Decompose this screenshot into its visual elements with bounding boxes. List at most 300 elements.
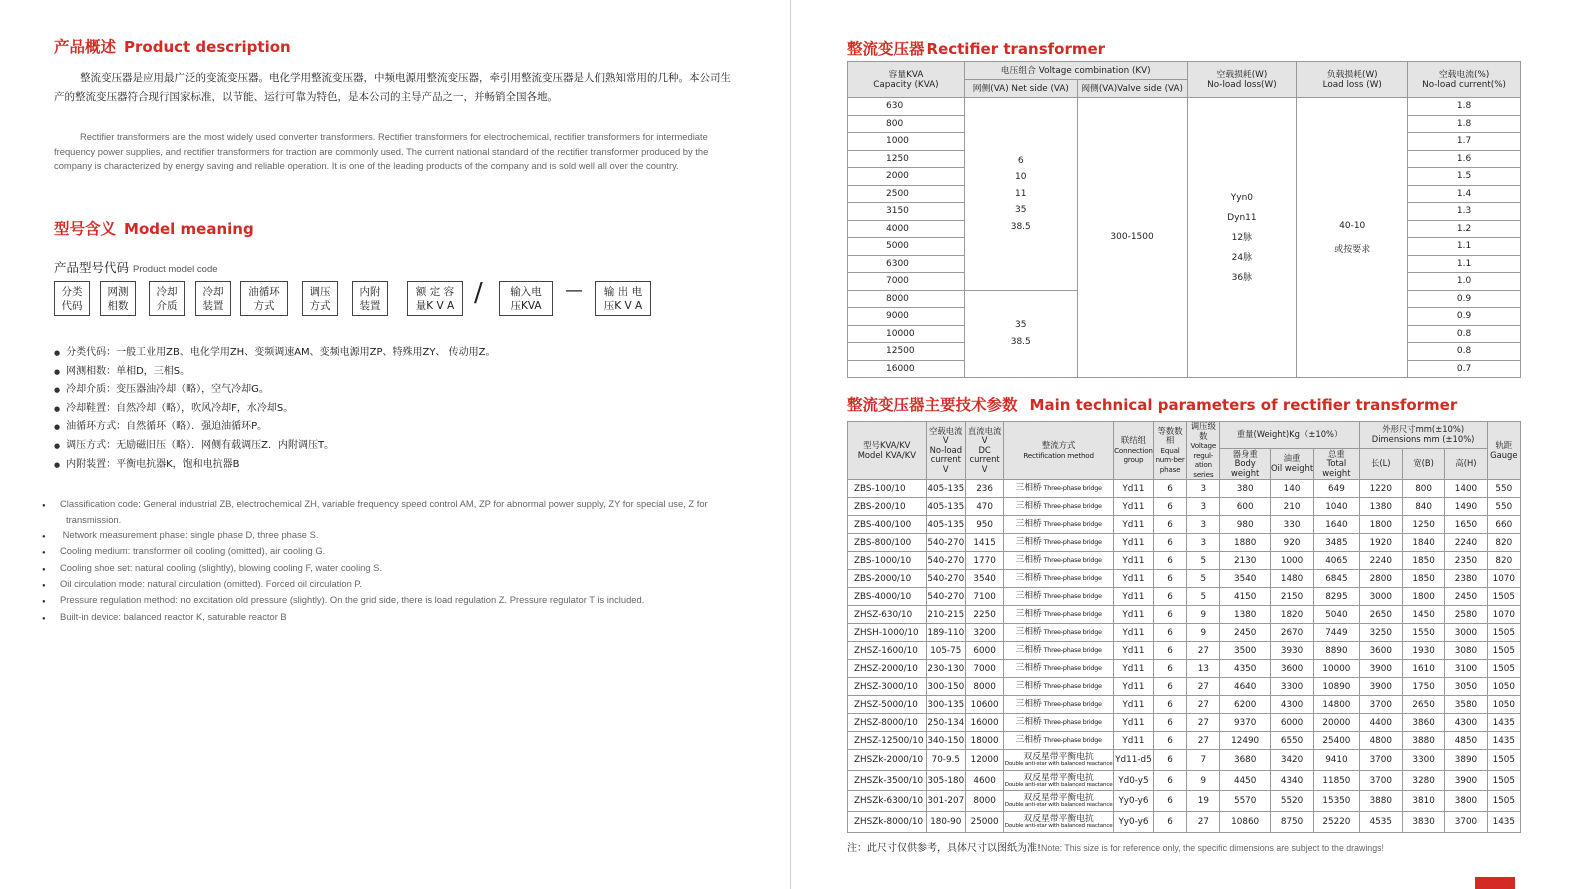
height-cell: 3890: [1445, 750, 1487, 771]
height-cell: 2380: [1445, 570, 1487, 588]
model-cell: ZBS-200/10: [848, 498, 927, 516]
bullet-item-en: ● Pressure regulation method: no excitation old pressure (slightly). On the grid side, there is load regulation Z. Pressure regulator T is included.: [42, 594, 645, 606]
table-row: [848, 714, 1521, 732]
header-capacity: 容量KVA Capacity (KVA): [848, 62, 965, 98]
noload-v-cell: 540-270: [926, 552, 965, 570]
total-weight-cell: 8890: [1314, 642, 1359, 660]
rect-method-cell: 三相桥 Three-phase bridge: [1004, 516, 1114, 534]
capacity-cell: 630: [848, 98, 965, 116]
model-cell: ZBS-100/10: [848, 480, 927, 498]
equal-phase-cell: 6: [1153, 770, 1186, 791]
table-row: [848, 812, 1521, 833]
length-cell: 3700: [1359, 750, 1402, 771]
oil-weight-cell: 1820: [1270, 606, 1313, 624]
rect-method-en: Three-phase bridge: [1041, 610, 1102, 618]
length-cell: 2240: [1359, 552, 1402, 570]
connection-group-cell: Yd11: [1113, 480, 1153, 498]
header-oil-weight: 油重 Oil weight: [1270, 448, 1313, 479]
gauge-cell: 1505: [1487, 624, 1520, 642]
model-cell: ZHSZk-3500/10: [848, 770, 927, 791]
header-weight: 重量(Weight)Kg（±10%）: [1220, 422, 1359, 449]
dc-v-cell: 25000: [965, 812, 1003, 833]
code-label-en: Product model code: [133, 264, 218, 275]
gauge-cell: 1505: [1487, 770, 1520, 791]
model-code-box: 网测 相数: [100, 281, 136, 316]
model-cell: ZBS-800/100: [848, 534, 927, 552]
oil-weight-cell: 3420: [1270, 750, 1313, 771]
model-bullets-en: [42, 497, 734, 626]
rect-method-en: Double anti-star with balanced reactance: [1004, 822, 1113, 829]
total-weight-cell: 649: [1314, 480, 1359, 498]
equal-phase-cell: 6: [1153, 552, 1186, 570]
capacity-cell: 4000: [848, 220, 965, 238]
body-weight-cell: 9370: [1220, 714, 1270, 732]
connection-group-cell: Yd11: [1113, 534, 1153, 552]
dc-v-cell: 950: [965, 516, 1003, 534]
table-row: [848, 624, 1521, 642]
dc-v-cell: 7000: [965, 660, 1003, 678]
model-cell: ZHSZ-12500/10: [848, 732, 927, 750]
oil-weight-cell: 920: [1270, 534, 1313, 552]
rect-method-en: Three-phase bridge: [1041, 628, 1102, 636]
capacity-cell: 7000: [848, 273, 965, 291]
noload-v-cell: 180-90: [926, 812, 965, 833]
technical-parameters-title: [847, 393, 1457, 415]
length-cell: 2800: [1359, 570, 1402, 588]
total-weight-cell: 6845: [1314, 570, 1359, 588]
oil-weight-cell: 8750: [1270, 812, 1313, 833]
body-weight-cell: 1880: [1220, 534, 1270, 552]
dc-v-cell: 1415: [965, 534, 1003, 552]
voltage-regulation-cell: 9: [1187, 606, 1220, 624]
length-cell: 3900: [1359, 660, 1402, 678]
table-row: [848, 606, 1521, 624]
capacity-cell: 8000: [848, 290, 965, 308]
title-cn: 型号含义: [54, 220, 117, 238]
voltage-regulation-cell: 3: [1187, 516, 1220, 534]
header-model: 型号KVA/KV Model KVA/KV: [848, 422, 927, 480]
rect-method-en: Three-phase bridge: [1041, 664, 1102, 672]
bullet-item-cn: ● 调压方式：无励磁旧压（略）．网侧有载调压Z．内附调压T。: [54, 437, 734, 456]
model-cell: ZHSZ-3000/10: [848, 678, 927, 696]
total-weight-cell: 1040: [1314, 498, 1359, 516]
connection-group-cell: Yy0-y6: [1113, 791, 1153, 812]
width-cell: 1850: [1402, 552, 1444, 570]
rect-method-en: Three-phase bridge: [1041, 700, 1102, 708]
gauge-cell: 1505: [1487, 750, 1520, 771]
rect-method-en: Three-phase bridge: [1041, 646, 1102, 654]
title-en: Main technical parameters of rectifier transformer: [1029, 396, 1458, 414]
dc-v-cell: 8000: [965, 791, 1003, 812]
total-weight-cell: 20000: [1314, 714, 1359, 732]
equal-phase-cell: 6: [1153, 696, 1186, 714]
height-cell: 3580: [1445, 696, 1487, 714]
bullet-dot-icon: ●: [54, 349, 61, 357]
total-weight-cell: 8295: [1314, 588, 1359, 606]
height-cell: 2350: [1445, 552, 1487, 570]
capacity-cell: 2000: [848, 168, 965, 186]
width-cell: 1250: [1402, 516, 1444, 534]
noload-v-cell: 105-75: [926, 642, 965, 660]
capacity-cell: 16000: [848, 360, 965, 378]
gauge-cell: 1070: [1487, 570, 1520, 588]
length-cell: 3600: [1359, 642, 1402, 660]
body-weight-cell: 2130: [1220, 552, 1270, 570]
table-row: [848, 588, 1521, 606]
total-weight-cell: 11850: [1314, 770, 1359, 791]
dc-v-cell: 3540: [965, 570, 1003, 588]
model-cell: ZHSZ-8000/10: [848, 714, 927, 732]
width-cell: 840: [1402, 498, 1444, 516]
model-code-box: 油循环 方式: [240, 281, 288, 316]
model-cell: ZBS-2000/10: [848, 570, 927, 588]
title-en: Model meaning: [124, 220, 254, 238]
noload-current-cell: 0.8: [1408, 343, 1521, 361]
length-cell: 1920: [1359, 534, 1402, 552]
equal-cn: 等数数相: [1157, 425, 1183, 446]
body-weight-cell: 980: [1220, 516, 1270, 534]
height-cell: 1650: [1445, 516, 1487, 534]
body-weight-cell: 4640: [1220, 678, 1270, 696]
width-cell: 1610: [1402, 660, 1444, 678]
table-row: [848, 770, 1521, 791]
rect-en: Rectification method: [1023, 450, 1094, 460]
rect-method-cell: 三相桥 Three-phase bridge: [1004, 534, 1114, 552]
rect-cn: 整流方式: [1041, 440, 1076, 450]
noload-v-cell: 230-130: [926, 660, 965, 678]
model-cell: ZHSZ-2000/10: [848, 660, 927, 678]
noload-current-cell: 1.8: [1408, 115, 1521, 133]
load-loss-cell: 40-10 或按要求: [1297, 98, 1408, 378]
model-cell: ZHSZ-5000/10: [848, 696, 927, 714]
length-cell: 3700: [1359, 770, 1402, 791]
noload-v-cell: 305-180: [926, 770, 965, 791]
bullet-dot-icon: ●: [54, 386, 61, 395]
connection-group-cell: Yd11: [1113, 570, 1153, 588]
gauge-cell: 660: [1487, 516, 1520, 534]
model-bullets-cn: [54, 344, 734, 474]
length-cell: 3900: [1359, 678, 1402, 696]
bullet-dot-icon: ●: [54, 367, 61, 376]
dc-v-cell: 3200: [965, 624, 1003, 642]
capacity-cell: 9000: [848, 308, 965, 326]
equal-phase-cell: 6: [1153, 606, 1186, 624]
dc-v-cell: 8000: [965, 678, 1003, 696]
gauge-cell: 1505: [1487, 588, 1520, 606]
total-weight-cell: 7449: [1314, 624, 1359, 642]
rect-method-en: Three-phase bridge: [1041, 520, 1102, 528]
rect-method-en: Three-phase bridge: [1041, 538, 1102, 546]
rect-method-en: Double anti-star with balanced reactance: [1004, 802, 1113, 809]
bullet-item-en: ● Cooling medium: transformer oil cooling (omitted), air cooling G.: [42, 545, 326, 557]
oil-weight-cell: 3930: [1270, 642, 1313, 660]
dc-v-cell: 12000: [965, 750, 1003, 771]
connection-group-cell: Yd11-d5: [1113, 750, 1153, 771]
equal-phase-cell: 6: [1153, 570, 1186, 588]
table-row: [848, 660, 1521, 678]
header-rectification-method: [1004, 422, 1114, 480]
equal-phase-cell: 6: [1153, 714, 1186, 732]
height-cell: 3700: [1445, 812, 1487, 833]
conn-cn: 联结组: [1120, 435, 1146, 446]
dash-separator: —: [565, 280, 583, 301]
footnote: [847, 839, 1384, 854]
header-length: 长(L): [1359, 448, 1402, 479]
rect-method-cell: 双反星带平衡电抗 Double anti-star with balanced reactance: [1004, 770, 1114, 791]
height-cell: 1400: [1445, 480, 1487, 498]
width-cell: 3280: [1402, 770, 1444, 791]
oil-weight-cell: 3300: [1270, 678, 1313, 696]
vreg-en: Voltage regul-ation series: [1190, 441, 1217, 479]
body-weight-cell: 5570: [1220, 791, 1270, 812]
noload-v-cell: 340-150: [926, 732, 965, 750]
model-cell: ZHSH-1000/10: [848, 624, 927, 642]
oil-weight-cell: 1000: [1270, 552, 1313, 570]
slash-separator: /: [474, 278, 483, 308]
rect-method-en: Three-phase bridge: [1041, 736, 1102, 744]
capacity-cell: 5000: [848, 238, 965, 256]
total-weight-cell: 15350: [1314, 791, 1359, 812]
voltage-regulation-cell: 27: [1187, 642, 1220, 660]
bullet-dot-icon: ●: [54, 441, 61, 450]
width-cell: 2650: [1402, 696, 1444, 714]
rect-method-cell: 三相桥 Three-phase bridge: [1004, 624, 1114, 642]
noload-current-cell: 1.1: [1408, 238, 1521, 256]
voltage-regulation-cell: 27: [1187, 812, 1220, 833]
height-cell: 2580: [1445, 606, 1487, 624]
noload-loss-cell: Yyn0 Dyn11 12脉 24脉 36脉: [1187, 98, 1297, 378]
height-cell: 3100: [1445, 660, 1487, 678]
table-row: [848, 696, 1521, 714]
oil-weight-cell: 4300: [1270, 696, 1313, 714]
oil-weight-cell: 5520: [1270, 791, 1313, 812]
rect-method-en: Double anti-star with balanced reactance: [1004, 760, 1113, 767]
noload-current-cell: 1.3: [1408, 203, 1521, 221]
model-cell: ZBS-1000/10: [848, 552, 927, 570]
capacity-cell: 10000: [848, 325, 965, 343]
model-cell: ZHSZk-6300/10: [848, 791, 927, 812]
capacity-cell: 2500: [848, 185, 965, 203]
connection-group-cell: Yd11: [1113, 588, 1153, 606]
connection-group-cell: Yd11: [1113, 516, 1153, 534]
noload-v-cell: 405-135: [926, 516, 965, 534]
gauge-cell: 1505: [1487, 660, 1520, 678]
oil-weight-cell: 140: [1270, 480, 1313, 498]
gauge-cell: 1435: [1487, 714, 1520, 732]
equal-phase-cell: 6: [1153, 660, 1186, 678]
noload-current-cell: 1.1: [1408, 255, 1521, 273]
voltage-regulation-cell: 9: [1187, 624, 1220, 642]
total-weight-cell: 25220: [1314, 812, 1359, 833]
voltage-regulation-cell: 27: [1187, 732, 1220, 750]
title-en: Rectifier transformer: [926, 40, 1106, 58]
equal-phase-cell: 6: [1153, 791, 1186, 812]
note-cn: 注：此尺寸仅供参考，具体尺寸以图纸为准!: [847, 843, 1042, 854]
width-cell: 1930: [1402, 642, 1444, 660]
table-row: [848, 534, 1521, 552]
width-cell: 1840: [1402, 534, 1444, 552]
length-cell: 3000: [1359, 588, 1402, 606]
header-width: 宽(B): [1402, 448, 1444, 479]
dc-v-cell: 4600: [965, 770, 1003, 791]
total-weight-cell: 5040: [1314, 606, 1359, 624]
noload-v-cell: 405-135: [926, 480, 965, 498]
oil-weight-cell: 3600: [1270, 660, 1313, 678]
bullet-item-cn: ● 内附装置：平衡电抗器K，饱和电抗器B: [54, 456, 734, 475]
oil-weight-cell: 4340: [1270, 770, 1313, 791]
connection-group-cell: Yy0-y6: [1113, 812, 1153, 833]
body-weight-cell: 3540: [1220, 570, 1270, 588]
description-paragraph-cn: 整流变压器是应用最广泛的变流变压器。电化学用整流变压器，中频电源用整流变压器，牵引用整流变压器是人们熟知常用的几种。本公司生产的整流变压器符合现行国家标准，以节能、运行可靠为特色，是本公司的主导产品之一，并畅销全国各地。: [54, 72, 731, 103]
net-side-cell: 6 10 11 35 38.5: [964, 98, 1077, 291]
equal-phase-cell: 6: [1153, 516, 1186, 534]
header-body-weight: 器身重 Body weight: [1220, 448, 1270, 479]
noload-current-cell: 0.8: [1408, 325, 1521, 343]
voltage-regulation-cell: 3: [1187, 498, 1220, 516]
model-code-box: 输入电 压KVA: [499, 281, 553, 316]
rect-method-cell: 三相桥 Three-phase bridge: [1004, 588, 1114, 606]
header-noload-current-v: 空载电流V No-load current V: [926, 422, 965, 480]
noload-current-cell: 1.5: [1408, 168, 1521, 186]
equal-en: Equal num-ber phase: [1155, 445, 1185, 474]
rect-method-cell: 三相桥 Three-phase bridge: [1004, 696, 1114, 714]
noload-v-cell: 301-207: [926, 791, 965, 812]
rect-method-cell: 双反星带平衡电抗 Double anti-star with balanced reactance: [1004, 750, 1114, 771]
rect-method-en: Three-phase bridge: [1041, 556, 1102, 564]
note-en: Note: This size is for reference only, the specific dimensions are subject to the drawings!: [1041, 843, 1384, 853]
total-weight-cell: 3485: [1314, 534, 1359, 552]
equal-phase-cell: 6: [1153, 732, 1186, 750]
header-dimensions: 外形尺寸mm(±10%) Dimensions mm (±10%): [1359, 422, 1487, 449]
noload-current-cell: 0.9: [1408, 290, 1521, 308]
product-model-code-label: [54, 258, 218, 276]
code-label-cn: 产品型号代码: [54, 260, 130, 275]
bullet-dot-icon: ●: [54, 460, 61, 469]
height-cell: 1490: [1445, 498, 1487, 516]
gauge-cell: 820: [1487, 534, 1520, 552]
page-corner-accent: [1475, 877, 1515, 889]
equal-phase-cell: 6: [1153, 750, 1186, 771]
body-weight-cell: 12490: [1220, 732, 1270, 750]
noload-current-cell: 1.0: [1408, 273, 1521, 291]
gauge-cell: 820: [1487, 552, 1520, 570]
vreg-cn: 调压级数: [1190, 421, 1216, 441]
voltage-regulation-cell: 5: [1187, 570, 1220, 588]
header-equal-phase: [1153, 422, 1186, 480]
table-row: [848, 552, 1521, 570]
connection-group-cell: Yd11: [1113, 678, 1153, 696]
oil-weight-cell: 2670: [1270, 624, 1313, 642]
connection-group-cell: Yd11: [1113, 642, 1153, 660]
header-voltage-combination: 电压组合 Voltage combination (KV): [964, 62, 1187, 80]
total-weight-cell: 10890: [1314, 678, 1359, 696]
total-weight-cell: 1640: [1314, 516, 1359, 534]
net-side-cell: 35 38.5: [964, 290, 1077, 378]
title-cn: 产品概述: [54, 38, 117, 56]
rect-method-en: Three-phase bridge: [1041, 682, 1102, 690]
body-weight-cell: 3680: [1220, 750, 1270, 771]
table-row: [848, 791, 1521, 812]
voltage-regulation-cell: 27: [1187, 714, 1220, 732]
page-fold-divider: [790, 0, 791, 889]
oil-weight-cell: 2150: [1270, 588, 1313, 606]
title-cn: 整流变压器: [847, 40, 925, 58]
rect-method-en: Three-phase bridge: [1041, 502, 1102, 510]
body-weight-cell: 2450: [1220, 624, 1270, 642]
oil-weight-cell: 210: [1270, 498, 1313, 516]
rectifier-transformer-title: [847, 37, 1105, 59]
body-weight-cell: 4150: [1220, 588, 1270, 606]
voltage-regulation-cell: 5: [1187, 552, 1220, 570]
header-connection-group: [1113, 422, 1153, 480]
equal-phase-cell: 6: [1153, 588, 1186, 606]
length-cell: 4535: [1359, 812, 1402, 833]
height-cell: 2240: [1445, 534, 1487, 552]
valve-side-cell: 300-1500: [1077, 98, 1187, 378]
bullet-item-en: ● Oil circulation mode: natural circulation (omitted). Forced oil circulation P.: [42, 578, 363, 590]
equal-phase-cell: 6: [1153, 624, 1186, 642]
connection-group-cell: Yd11: [1113, 498, 1153, 516]
capacity-cell: 1250: [848, 150, 965, 168]
width-cell: 3300: [1402, 750, 1444, 771]
length-cell: 4400: [1359, 714, 1402, 732]
height-cell: 2450: [1445, 588, 1487, 606]
bullet-item-cn: ● 冷却介质：变压器油冷却（略），空气冷却G。: [54, 381, 734, 400]
total-weight-cell: 9410: [1314, 750, 1359, 771]
model-code-box: 冷却 介质: [149, 281, 185, 316]
height-cell: 3050: [1445, 678, 1487, 696]
voltage-regulation-cell: 3: [1187, 534, 1220, 552]
height-cell: 3900: [1445, 770, 1487, 791]
dc-v-cell: 18000: [965, 732, 1003, 750]
gauge-cell: 1435: [1487, 732, 1520, 750]
voltage-regulation-cell: 19: [1187, 791, 1220, 812]
bullet-item-cn: ● 油循环方式：自然循环（略）．强迫油循环P。: [54, 418, 734, 437]
table-row: [848, 732, 1521, 750]
model-code-box: 额 定 容 量K V A: [407, 281, 463, 316]
noload-v-cell: 70-9.5: [926, 750, 965, 771]
rectifier-spec-table: [847, 61, 1521, 378]
voltage-regulation-cell: 27: [1187, 696, 1220, 714]
rect-method-cell: 三相桥 Three-phase bridge: [1004, 570, 1114, 588]
connection-group-cell: Yd11: [1113, 606, 1153, 624]
connection-group-cell: Yd11: [1113, 624, 1153, 642]
model-code-box: 冷却 装置: [195, 281, 231, 316]
rect-method-cell: 三相桥 Three-phase bridge: [1004, 642, 1114, 660]
model-code-box: 输 出 电 压K V A: [595, 281, 651, 316]
width-cell: 1800: [1402, 588, 1444, 606]
noload-current-cell: 1.2: [1408, 220, 1521, 238]
length-cell: 3250: [1359, 624, 1402, 642]
length-cell: 1380: [1359, 498, 1402, 516]
oil-weight-cell: 6550: [1270, 732, 1313, 750]
equal-phase-cell: 6: [1153, 498, 1186, 516]
equal-phase-cell: 6: [1153, 812, 1186, 833]
body-weight-cell: 380: [1220, 480, 1270, 498]
header-gauge: 轨距 Gauge: [1487, 422, 1520, 480]
title-cn: 整流变压器主要技术参数: [847, 396, 1018, 414]
model-cell: ZBS-400/100: [848, 516, 927, 534]
gauge-cell: 1050: [1487, 696, 1520, 714]
table-row: [848, 480, 1521, 498]
voltage-regulation-cell: 7: [1187, 750, 1220, 771]
capacity-cell: 3150: [848, 203, 965, 221]
bullet-item-cn: ● 冷却鞋置：自然冷却（略），吹风冷却F，水冷却S。: [54, 400, 734, 419]
gauge-cell: 550: [1487, 480, 1520, 498]
noload-current-cell: 1.4: [1408, 185, 1521, 203]
dc-v-cell: 1770: [965, 552, 1003, 570]
length-cell: 1800: [1359, 516, 1402, 534]
